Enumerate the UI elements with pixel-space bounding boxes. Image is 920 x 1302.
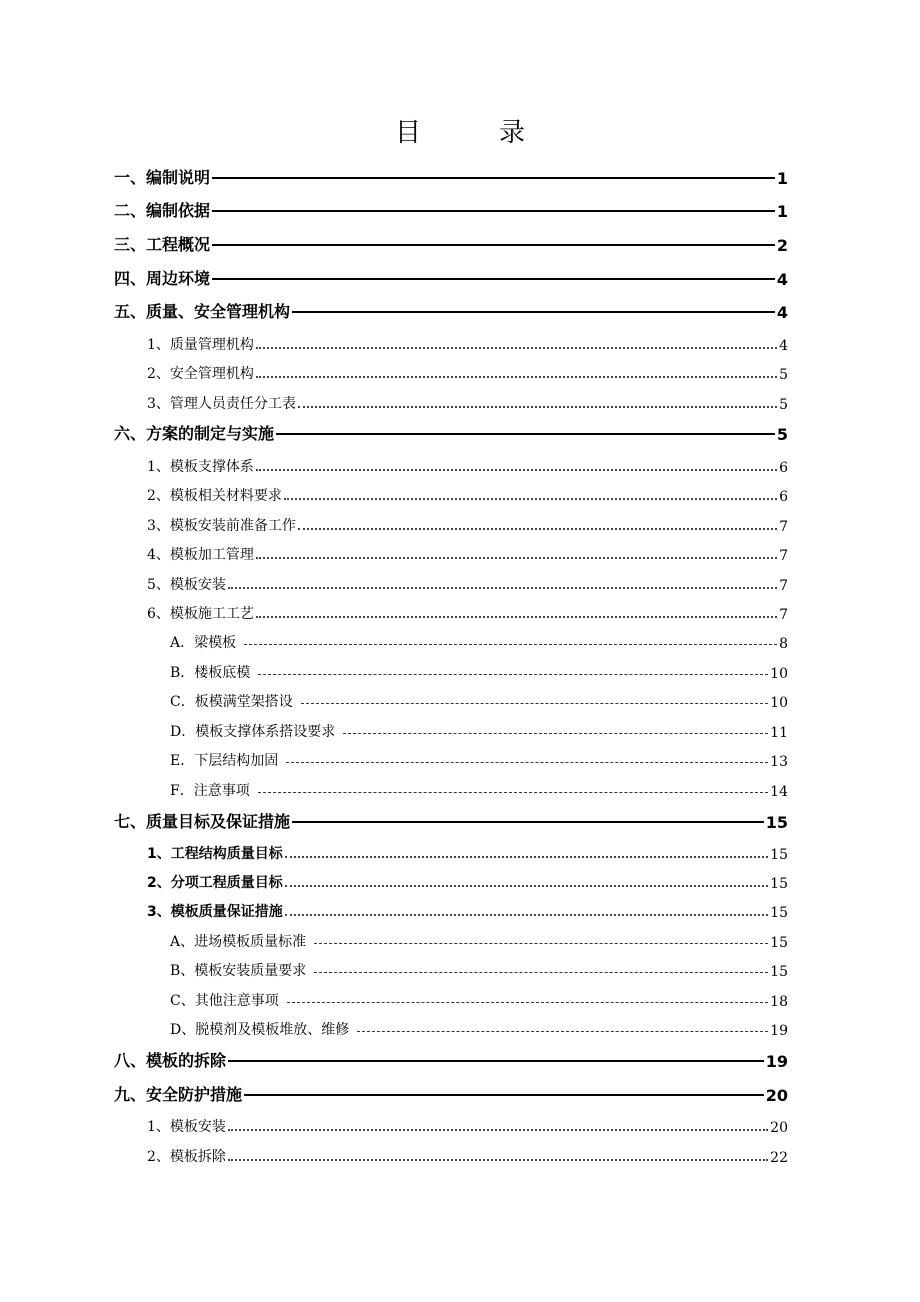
toc-page-number: 11	[770, 725, 788, 741]
toc-entry[interactable]	[170, 691, 788, 711]
toc-entry[interactable]	[147, 1146, 788, 1166]
toc-entry-label: 5、模板安装	[147, 577, 226, 593]
toc-page-number: 13	[770, 754, 788, 770]
toc-entry-label: 九、安全防护措施	[114, 1085, 243, 1104]
toc-page-number: 19	[770, 1023, 788, 1039]
toc-page-number: 15	[770, 905, 788, 921]
toc-page-number: 7	[779, 607, 788, 623]
toc-page-number: 6	[779, 460, 788, 476]
toc-entry[interactable]	[147, 574, 788, 594]
toc-entry[interactable]	[147, 515, 788, 535]
toc-entry-label: 2、模板拆除	[147, 1149, 226, 1165]
toc-leader	[256, 469, 777, 471]
toc-entry-label: 一、编制说明	[114, 168, 211, 187]
toc-entry-label: 六、方案的制定与实施	[114, 424, 275, 443]
toc-page-number: 20	[765, 1086, 788, 1105]
toc-leader	[256, 616, 777, 618]
toc-entry[interactable]	[147, 603, 788, 623]
toc-page-number: 15	[770, 876, 788, 892]
toc-leader	[298, 406, 777, 408]
toc-entry-label: 2、分项工程质量目标	[147, 875, 283, 891]
toc-entry-label: 1、模板支撑体系	[147, 459, 254, 475]
toc-entry[interactable]	[147, 485, 788, 505]
toc-leader	[285, 856, 768, 858]
toc-entry[interactable]	[114, 1049, 788, 1071]
toc-leader	[228, 1060, 764, 1062]
toc-entry-label: E．下层结构加固	[170, 753, 279, 769]
toc-page-number: 15	[765, 813, 788, 832]
toc-page-number: 5	[776, 425, 788, 444]
toc-leader	[285, 885, 768, 887]
toc-entry-label: C．板模满堂架搭设	[170, 694, 293, 710]
toc-entry[interactable]	[147, 843, 788, 863]
toc-entry-label: 四、周边环境	[114, 269, 211, 288]
toc-entry[interactable]	[170, 662, 788, 682]
toc-leader	[228, 1129, 768, 1131]
toc-page-number: 15	[770, 847, 788, 863]
toc-leader	[298, 528, 777, 530]
toc-entry-label: C、其他注意事项	[170, 993, 279, 1009]
toc-leader	[301, 703, 768, 704]
toc-page-number: 1	[776, 202, 788, 221]
toc-page-number: 7	[779, 578, 788, 594]
toc-leader	[292, 311, 775, 313]
toc-entry[interactable]	[170, 960, 788, 980]
toc-page-number: 18	[770, 994, 788, 1010]
toc-leader	[292, 821, 764, 823]
toc-page-number: 10	[770, 666, 788, 682]
toc-page-number: 19	[765, 1052, 788, 1071]
toc-page-number: 5	[779, 367, 788, 383]
toc-leader	[314, 972, 768, 973]
toc-entry[interactable]	[114, 267, 788, 289]
toc-entry[interactable]	[114, 233, 788, 255]
toc-leader	[212, 177, 775, 179]
toc-entry-label: 七、质量目标及保证措施	[114, 812, 291, 831]
toc-leader	[228, 587, 777, 589]
toc-entry-label: B、模板安装质量要求	[170, 963, 307, 979]
toc-entry[interactable]	[147, 393, 788, 413]
toc-entry[interactable]	[147, 456, 788, 476]
toc-leader	[286, 762, 768, 763]
toc-entry-label: 八、模板的拆除	[114, 1051, 227, 1070]
toc-entry-label: D．模板支撑体系搭设要求	[170, 724, 336, 740]
toc-leader	[343, 733, 768, 734]
toc-leader	[276, 433, 775, 435]
toc-page-number: 4	[776, 270, 788, 289]
toc-leader	[228, 1159, 768, 1161]
toc-entry-label: A．梁模板	[170, 635, 237, 651]
toc-page-number: 4	[779, 338, 788, 354]
toc-page-number: 20	[770, 1120, 788, 1136]
toc-leader	[258, 792, 768, 793]
toc-entry-label: 3、管理人员责任分工表	[147, 396, 296, 412]
toc-entry[interactable]	[170, 780, 788, 800]
toc-entry[interactable]	[114, 166, 788, 188]
toc-entry[interactable]	[114, 199, 788, 221]
toc-entry[interactable]	[114, 810, 788, 832]
toc-page-number: 14	[770, 784, 788, 800]
toc-leader	[357, 1031, 768, 1032]
toc-entry[interactable]	[170, 990, 788, 1010]
toc-leader	[285, 914, 768, 916]
toc-leader	[284, 498, 777, 500]
toc-entry[interactable]	[114, 1083, 788, 1105]
toc-leader	[314, 943, 768, 944]
toc-leader	[244, 1094, 764, 1096]
toc-entry-label: 2、模板相关材料要求	[147, 488, 282, 504]
toc-page-number: 2	[776, 236, 788, 255]
toc-leader	[244, 644, 777, 645]
toc-entry-label: D、脱模剂及模板堆放、维修	[170, 1022, 350, 1038]
toc-leader	[256, 347, 777, 349]
toc-entry-label: 6、模板施工工艺	[147, 606, 254, 622]
toc-entry-label: A、进场模板质量标准	[170, 934, 307, 950]
toc-page-number: 6	[779, 489, 788, 505]
toc-page-number: 4	[776, 303, 788, 322]
toc-entry[interactable]	[170, 1019, 788, 1039]
toc-entry-label: 1、模板安装	[147, 1119, 226, 1135]
toc-entry-label: 2、安全管理机构	[147, 366, 254, 382]
toc-entry[interactable]	[170, 750, 788, 770]
toc-page-number: 15	[770, 964, 788, 980]
toc-title: 目 录	[394, 118, 551, 148]
toc-entry-label: 三、工程概况	[114, 235, 211, 254]
toc-entry[interactable]	[147, 1116, 788, 1136]
toc-leader	[212, 278, 775, 280]
toc-leader	[212, 244, 775, 246]
toc-entry-label: 3、模板质量保证措施	[147, 904, 283, 920]
toc-entry-label: 1、质量管理机构	[147, 337, 254, 353]
toc-page-number: 10	[770, 695, 788, 711]
toc-page-number: 7	[779, 548, 788, 564]
toc-entry-label: 五、质量、安全管理机构	[114, 302, 291, 321]
toc-entry-label: 3、模板安装前准备工作	[147, 518, 296, 534]
toc-leader	[256, 557, 777, 559]
toc-page-number: 8	[779, 636, 788, 652]
toc-entry[interactable]	[147, 901, 788, 921]
toc-entry-label: 4、模板加工管理	[147, 547, 254, 563]
toc-entry-label: B．楼板底模	[170, 665, 251, 681]
toc-entry[interactable]	[170, 721, 788, 741]
toc-entry[interactable]	[147, 544, 788, 564]
toc-entry-label: 1、工程结构质量目标	[147, 846, 283, 862]
toc-entry[interactable]	[147, 363, 788, 383]
toc-entry[interactable]	[147, 334, 788, 354]
toc-entry-label: 二、编制依据	[114, 201, 211, 220]
toc-leader	[258, 674, 768, 675]
toc-entry[interactable]	[147, 872, 788, 892]
toc-leader	[256, 376, 777, 378]
toc-leader	[212, 210, 775, 212]
toc-page-number: 15	[770, 935, 788, 951]
toc-leader	[287, 1002, 768, 1003]
toc-entry-label: F．注意事项	[170, 783, 250, 799]
toc-entry[interactable]	[114, 422, 788, 444]
toc-entry[interactable]	[170, 931, 788, 951]
toc-entry[interactable]	[114, 300, 788, 322]
toc-page-number: 7	[779, 519, 788, 535]
toc-page-number: 22	[770, 1150, 788, 1166]
toc-page-number: 1	[776, 169, 788, 188]
toc-entry[interactable]	[170, 632, 788, 652]
toc-page-number: 5	[779, 397, 788, 413]
